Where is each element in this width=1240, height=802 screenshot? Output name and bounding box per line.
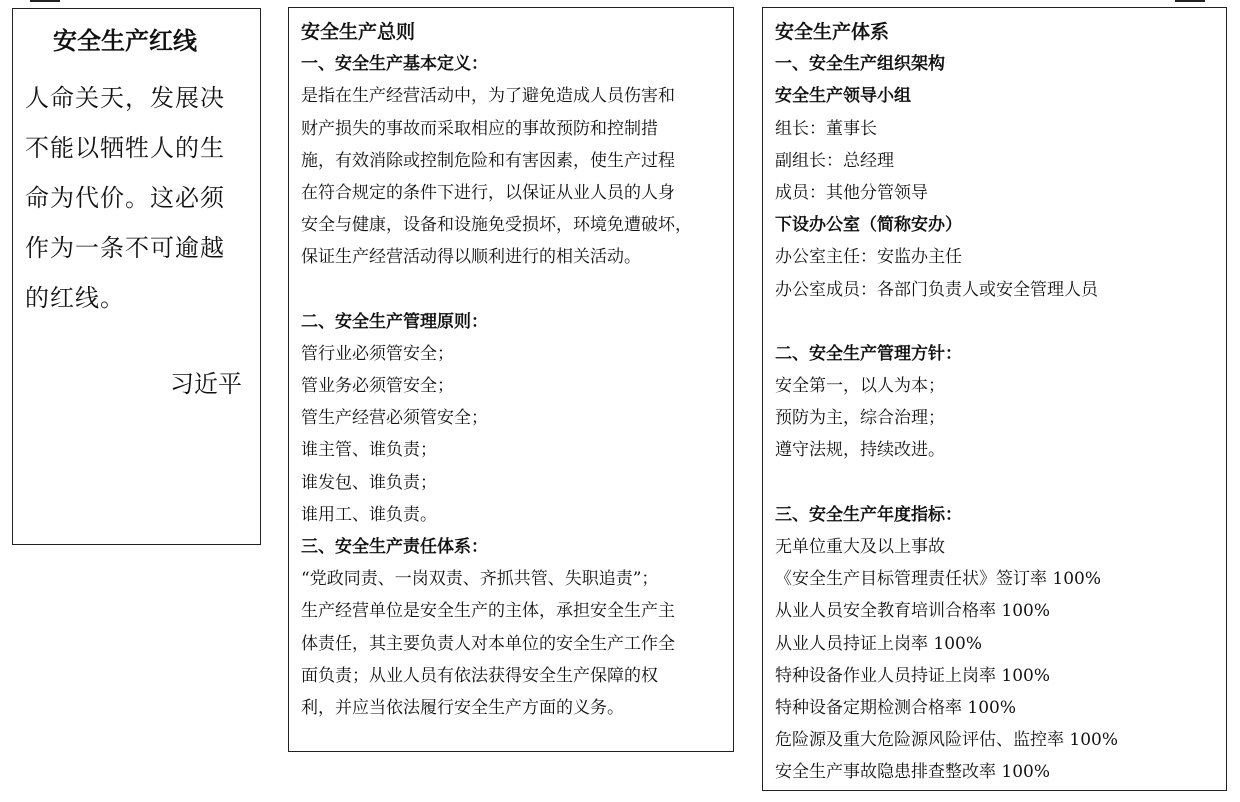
policy-heading: 二、安全生产管理方针： [775, 343, 962, 364]
office-subheading: 下设办公室（简称安办） [775, 215, 962, 236]
definition-line: 施，有效消除或控制危险和有害因素，使生产过程 [301, 150, 675, 171]
general-rules-title: 安全生产总则 [301, 21, 416, 43]
organization-member: 组长：董事长 [775, 118, 877, 139]
red-line-panel [12, 8, 261, 545]
spacer [301, 274, 725, 306]
policy-item: 预防为主，综合治理； [775, 408, 945, 429]
responsibility-line: 利，并应当依法履行安全生产方面的义务。 [301, 697, 624, 718]
annual-target-item: 安全生产事故隐患排查整改率 100% [775, 762, 1051, 783]
annual-target-item: 从业人员持证上岗率 100% [775, 633, 983, 654]
principle-item: 谁主管、谁负责； [301, 440, 437, 461]
organization-member: 成员：其他分管领导 [775, 182, 928, 203]
top-edge-mark-right [1175, 0, 1205, 2]
policy-item: 安全第一，以人为本； [775, 376, 945, 397]
principle-item: 管行业必须管安全； [301, 343, 454, 364]
annual-target-item: 《安全生产目标管理责任状》签订率 100% [775, 569, 1102, 590]
red-line-signature: 习近平 [170, 370, 242, 398]
spacer [775, 306, 1218, 338]
annual-target-item: 从业人员安全教育培训合格率 100% [775, 601, 1051, 622]
annual-target-item: 特种设备定期检测合格率 100% [775, 697, 1017, 718]
definition-line: 是指在生产经营活动中，为了避免造成人员伤害和 [301, 86, 675, 107]
annual-targets-heading: 三、安全生产年度指标： [775, 504, 962, 525]
definition-line: 安全与健康，设备和设施免受损坏，环境免遭破坏， [301, 215, 692, 236]
spacer [775, 467, 1218, 499]
principle-item: 谁用工、谁负责。 [301, 504, 437, 525]
office-member: 办公室主任：安监办主任 [775, 247, 962, 268]
principle-item: 管生产经营必须管安全； [301, 408, 488, 429]
responsibility-system-heading: 三、安全生产责任体系： [301, 537, 488, 557]
general-rules-panel [288, 7, 734, 752]
responsibility-line: 体责任，其主要负责人对本单位的安全生产工作全 [301, 633, 675, 654]
safety-system-panel [762, 7, 1227, 791]
definition-line: 财产损失的事故而采取相应的事故预防和控制措 [301, 118, 658, 139]
red-line-title: 安全生产红线 [53, 26, 197, 55]
responsibility-line: “党政同责、一岗双责、齐抓共管、失职追责”； [301, 569, 659, 590]
definition-line: 保证生产经营活动得以顺利进行的相关活动。 [301, 247, 641, 268]
annual-target-item: 危险源及重大危险源风险评估、监控率 100% [775, 730, 1119, 751]
management-principles-heading: 二、安全生产管理原则： [301, 311, 488, 332]
principle-item: 谁发包、谁负责； [301, 472, 437, 493]
office-member: 办公室成员：各部门负责人或安全管理人员 [775, 279, 1098, 300]
annual-target-item: 无单位重大及以上事故 [775, 537, 945, 557]
principle-item: 管业务必须管安全； [301, 376, 454, 397]
responsibility-line: 生产经营单位是安全生产的主体，承担安全生产主 [301, 601, 675, 622]
top-edge-mark-left [30, 0, 60, 2]
organization-member: 副组长：总经理 [775, 150, 894, 171]
red-line-quote: 人命关天，发展决不能以牺牲人的生命为代价。这必须作为一条不可逾越的红线。 [25, 84, 225, 312]
policy-item: 遵守法规，持续改进。 [775, 440, 945, 461]
annual-target-item: 特种设备作业人员持证上岗率 100% [775, 665, 1051, 686]
safety-system-title: 安全生产体系 [775, 21, 890, 43]
basic-definition-heading: 一、安全生产基本定义： [301, 54, 488, 75]
responsibility-line: 面负责；从业人员有依法获得安全生产保障的权 [301, 665, 658, 686]
leadership-group-subheading: 安全生产领导小组 [775, 86, 911, 107]
organization-heading: 一、安全生产组织架构 [775, 54, 945, 75]
definition-line: 在符合规定的条件下进行，以保证从业人员的人身 [301, 182, 675, 203]
